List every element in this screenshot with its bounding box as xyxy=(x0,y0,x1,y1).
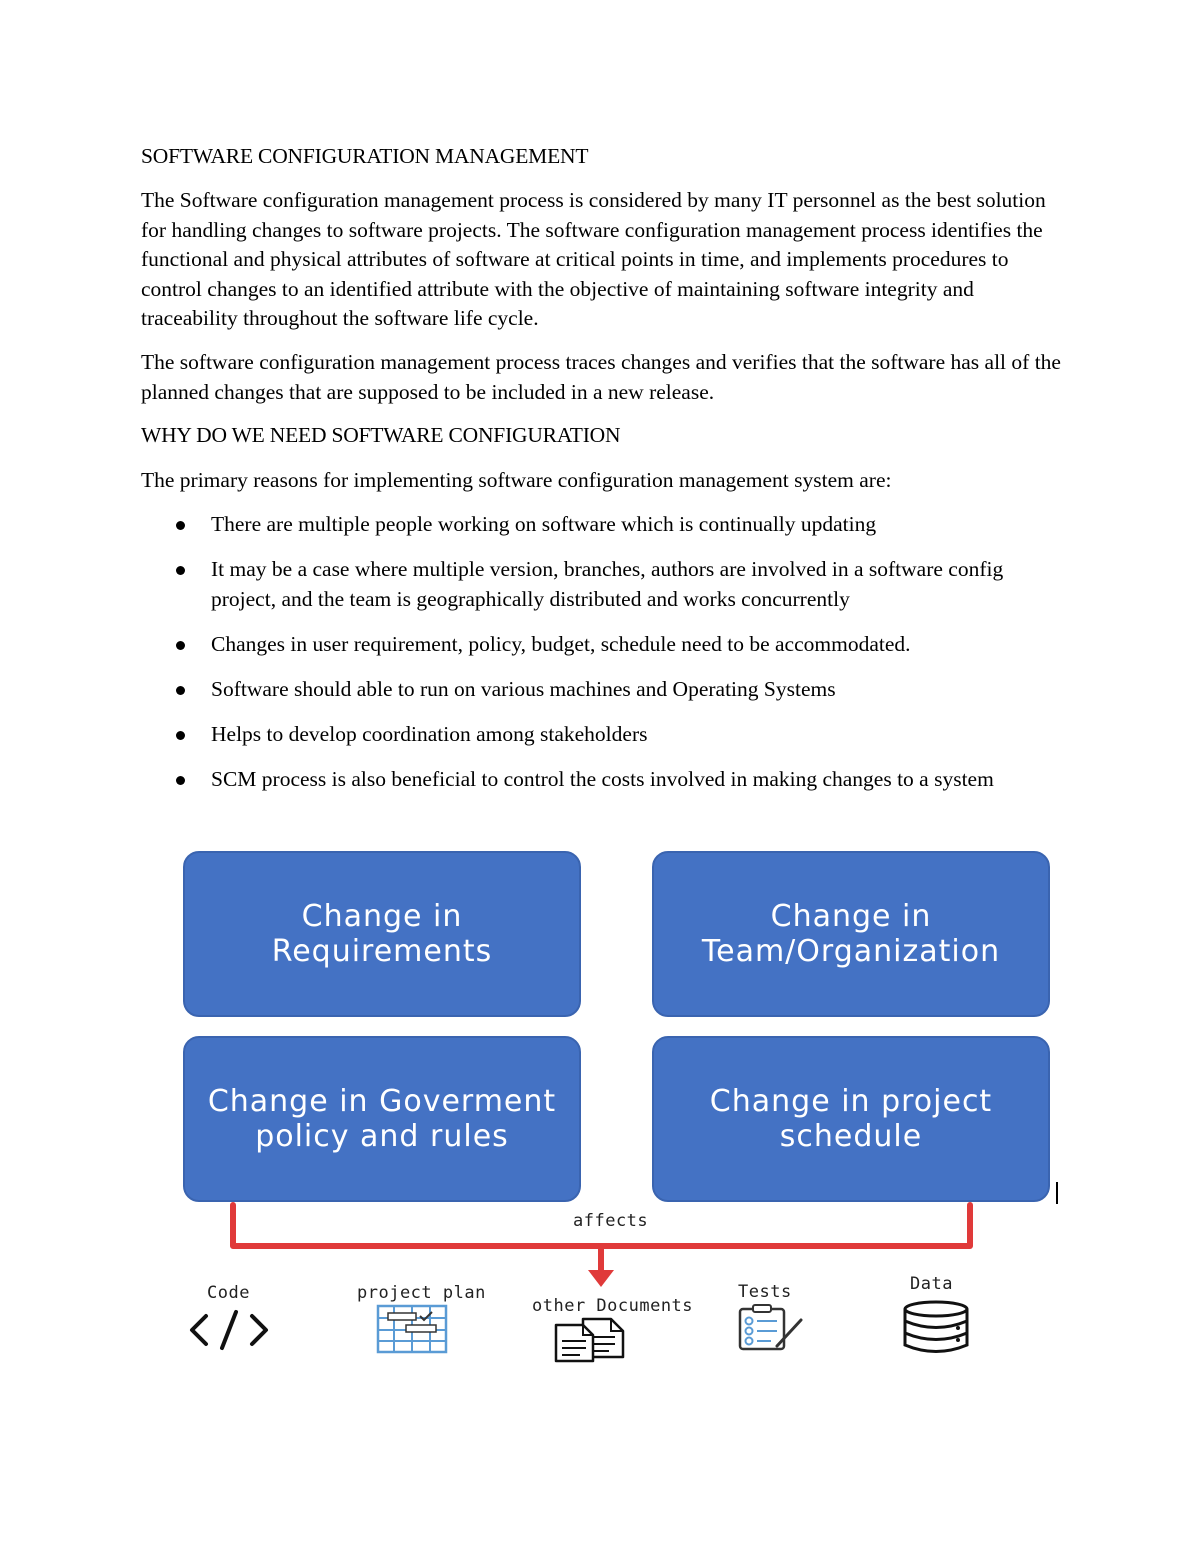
paragraph-reasons: The primary reasons for implementing software configuration management system are: xyxy=(141,468,892,492)
tests-checklist-icon xyxy=(737,1304,805,1352)
target-data-label: Data xyxy=(910,1274,953,1294)
list-item-text: SCM process is also beneficial to control the costs involved in making changes to a system xyxy=(211,766,994,791)
document-title: SOFTWARE CONFIGURATION MANAGEMENT xyxy=(141,144,589,168)
target-tests-label: Tests xyxy=(738,1282,792,1302)
box-label: Change in project schedule xyxy=(709,1084,993,1154)
target-code-label: Code xyxy=(207,1283,250,1303)
list-item-text: Helps to develop coordination among stakeholders xyxy=(211,721,648,746)
list-item-text: There are multiple people working on software which is continually updating xyxy=(211,512,877,536)
section-heading-why: WHY DO WE NEED SOFTWARE CONFIGURATION xyxy=(141,423,621,447)
project-plan-icon xyxy=(376,1304,448,1354)
code-icon xyxy=(188,1308,272,1352)
target-project-plan-label: project plan xyxy=(357,1283,486,1303)
list-item-text: It may be a case where multiple version, branches, authors are involved in a software config project, and the team is geographically distributed and works concurrently xyxy=(211,557,1004,611)
box-label: Change in Goverment policy and rules xyxy=(207,1084,557,1154)
connector-label: affects xyxy=(573,1211,649,1231)
database-icon xyxy=(901,1300,971,1354)
box-label: Change in Team/Organization xyxy=(701,899,1001,969)
target-documents-label: other Documents xyxy=(532,1296,694,1316)
paragraph-traces: The software configuration management process traces changes and verifies that the software has all of the planned changes that are supposed to be included in a new release. xyxy=(141,350,1061,404)
list-item-text: Changes in user requirement, policy, budget, schedule need to be accommodated. xyxy=(211,631,911,656)
paragraph-intro: The Software configuration management process is considered by many IT personnel as the best solution for handling changes to software projects. The software configuration management process identifies the functional and physical attributes of software at critical points in time, and implements procedures to control changes to an identified attribute with the objective of maintaining software integrity and traceability throughout the software life cycle. xyxy=(141,188,1046,330)
box-label: Change in Requirements xyxy=(271,899,493,969)
list-item-text: Software should able to run on various machines and Operating Systems xyxy=(211,676,836,701)
documents-icon xyxy=(553,1313,629,1363)
arrow-down-icon xyxy=(588,1270,614,1287)
